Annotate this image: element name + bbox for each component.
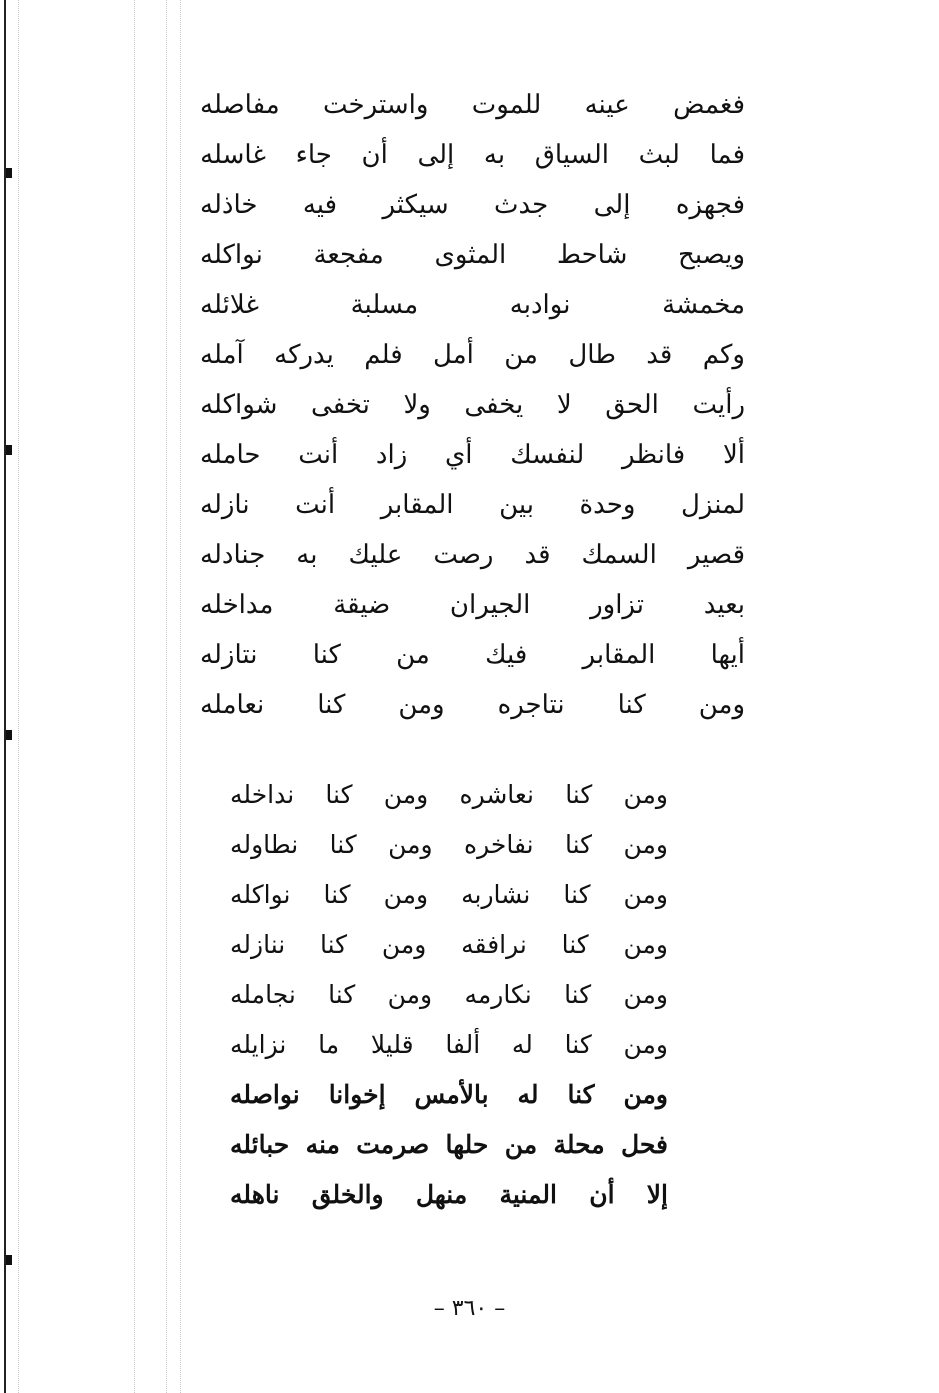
verse-line (200, 530, 745, 580)
verse-word: المنية (499, 1180, 557, 1209)
verse-word: فيه (302, 190, 338, 220)
verse-word: كنا (320, 930, 348, 959)
verse-word: زاد (375, 440, 408, 470)
verse-word: كنا (617, 690, 646, 720)
verse-word: قد (524, 540, 551, 570)
verse-word: إخوانا (328, 1080, 386, 1109)
guide-line (18, 0, 19, 1393)
verse-word: جاء (295, 140, 332, 170)
verse-word: واسترخت (323, 90, 429, 120)
verse-word: بين (499, 490, 534, 520)
verse-word: من (396, 640, 430, 670)
verse-word: عينه (584, 90, 630, 120)
verse-word: ومن (388, 830, 433, 859)
margin-mark (6, 168, 12, 178)
verse-word: إلى (593, 190, 631, 220)
verse-word: نواكله (230, 880, 291, 909)
verse-word: مفاصله (200, 90, 280, 120)
verse-word: والخلق (311, 1180, 384, 1209)
verse-line (230, 970, 668, 1020)
verse-word: نجامله (230, 980, 296, 1009)
verse-word: بعيد (703, 590, 745, 620)
guide-line (134, 0, 135, 1393)
verse-word: فانظر (621, 440, 686, 470)
verse-word: نفاخره (464, 830, 534, 859)
verse-word: كنا (325, 780, 353, 809)
verse-word: فحل (620, 1130, 668, 1159)
verse-word: أنت (295, 490, 336, 520)
verse-line (230, 870, 668, 920)
verse-word: ومن (383, 880, 429, 909)
verse-word: لبث (638, 140, 680, 170)
verse-word: فما (709, 140, 745, 170)
verse-line (200, 480, 745, 530)
verse-word: الجيران (449, 590, 531, 620)
margin-mark (6, 1255, 12, 1265)
verse-word: أنت (298, 440, 339, 470)
verse-word: الحق (605, 390, 659, 420)
verse-word: ومن (623, 880, 668, 909)
verse-word: رصت (433, 540, 494, 570)
verse-word: بالأمس (414, 1080, 489, 1109)
verse-word: آمله (200, 340, 244, 370)
verse-line (200, 630, 745, 680)
verse-word: كنا (564, 980, 592, 1009)
verse-word: وكم (702, 340, 745, 370)
verse-line (200, 180, 745, 230)
verse-word: كنا (317, 690, 346, 720)
verse-word: له (511, 1030, 533, 1059)
verse-line (230, 770, 668, 820)
poem-section-1 (200, 80, 745, 730)
verse-word: مسلبة (350, 290, 419, 320)
verse-word: من (504, 1130, 538, 1159)
verse-word: ألا (722, 440, 745, 470)
verse-word: كنا (565, 830, 593, 859)
verse-word: لمنزل (680, 490, 745, 520)
verse-line (200, 280, 745, 330)
verse-word: فيك (485, 640, 528, 670)
verse-word: لا (556, 390, 572, 420)
verse-word: كنا (564, 1030, 592, 1059)
verse-word: طال (568, 340, 616, 370)
verse-word: ما (318, 1030, 340, 1059)
verse-word: نشاربه (461, 880, 531, 909)
verse-word: ومن (623, 780, 668, 809)
verse-line (230, 1020, 668, 1070)
verse-word: قد (646, 340, 673, 370)
verse-line (200, 430, 745, 480)
verse-word: ومن (623, 1030, 668, 1059)
verse-word: ومن (383, 780, 429, 809)
verse-word: السمك (581, 540, 657, 570)
verse-word: كنا (328, 980, 356, 1009)
verse-word: كنا (567, 1080, 595, 1109)
verse-word: يدركه (274, 340, 334, 370)
verse-line (230, 1120, 668, 1170)
verse-word: كنا (312, 640, 341, 670)
verse-word: ومن (398, 690, 445, 720)
verse-word: عليك (348, 540, 403, 570)
verse-word: غاسله (200, 140, 266, 170)
verse-line (230, 1170, 668, 1220)
verse-line (200, 680, 745, 730)
verse-word: غلائله (200, 290, 259, 320)
verse-word: جنادله (200, 540, 266, 570)
verse-word: قصير (687, 540, 745, 570)
verse-word: رأيت (692, 390, 745, 420)
verse-line (230, 1070, 668, 1120)
verse-word: نواكله (200, 240, 263, 270)
margin-mark (6, 730, 12, 740)
verse-word: أي (444, 440, 473, 470)
verse-word: أمل (433, 340, 474, 370)
verse-word: قليلا (370, 1030, 414, 1059)
verse-word: ومن (623, 980, 668, 1009)
verse-word: منه (305, 1130, 340, 1159)
verse-word: ويصبح (678, 240, 745, 270)
verse-word: تخفى (311, 390, 370, 420)
verse-word: سيكثر (382, 190, 449, 220)
verse-word: للموت (471, 90, 542, 120)
verse-word: خاذله (200, 190, 258, 220)
verse-word: منهل (415, 1180, 468, 1209)
poem-section-2 (230, 770, 668, 1220)
verse-word: ألفا (445, 1030, 481, 1059)
verse-word: نتازله (200, 640, 258, 670)
verse-word: جدث (494, 190, 549, 220)
verse-word: ومن (381, 930, 427, 959)
verse-word: المقابر (582, 640, 656, 670)
verse-word: تزاور (590, 590, 644, 620)
verse-word: ولا (403, 390, 431, 420)
verse-word: أن (589, 1180, 615, 1209)
verse-word: مخمشة (662, 290, 745, 320)
verse-word: المقابر (380, 490, 454, 520)
verse-word: كنا (329, 830, 357, 859)
verse-line (200, 230, 745, 280)
verse-word: نوادبه (509, 290, 571, 320)
verse-word: لنفسك (510, 440, 585, 470)
verse-word: نطاوله (230, 830, 299, 859)
verse-word: حامله (200, 440, 261, 470)
verse-word: شواكله (200, 390, 278, 420)
verse-word: نكارمه (464, 980, 532, 1009)
verse-word: نعاشره (459, 780, 534, 809)
verse-line (200, 330, 745, 380)
verse-word: إلا (646, 1180, 668, 1209)
verse-word: المثوى (434, 240, 507, 270)
verse-line (230, 820, 668, 870)
verse-word: صرمت (356, 1130, 430, 1159)
verse-word: كنا (565, 780, 593, 809)
verse-line (230, 920, 668, 970)
verse-word: ومن (387, 980, 433, 1009)
verse-word: كنا (323, 880, 351, 909)
verse-line (200, 380, 745, 430)
page-edge-line (4, 0, 6, 1393)
verse-word: ومن (623, 930, 668, 959)
verse-word: حلها (445, 1130, 489, 1159)
verse-word: نازله (200, 490, 250, 520)
verse-line (200, 580, 745, 630)
verse-word: من (504, 340, 538, 370)
verse-word: ومن (623, 1080, 668, 1109)
verse-word: نرافقه (461, 930, 527, 959)
verse-word: به (483, 140, 506, 170)
verse-word: ننازله (230, 930, 286, 959)
verse-word: كنا (563, 880, 591, 909)
verse-word: حبائله (230, 1130, 290, 1159)
margin-mark (6, 445, 12, 455)
verse-line (200, 130, 745, 180)
verse-word: فغمض (673, 90, 745, 120)
verse-word: إلى (417, 140, 455, 170)
page-number: – ٣٦٠ – (433, 1296, 506, 1321)
verse-word: مفجعة (313, 240, 384, 270)
guide-line (166, 0, 167, 1393)
verse-word: السياق (534, 140, 610, 170)
verse-word: ناهله (230, 1180, 280, 1209)
verse-word: شاحط (556, 240, 628, 270)
verse-word: نداخله (230, 780, 295, 809)
verse-word: محلة (553, 1130, 605, 1159)
verse-line (200, 80, 745, 130)
verse-word: فجهزه (675, 190, 745, 220)
verse-word: كنا (561, 930, 589, 959)
verse-word: أيها (710, 640, 745, 670)
verse-word: ضيقة (333, 590, 391, 620)
verse-word: له (517, 1080, 539, 1109)
guide-line (180, 0, 181, 1393)
verse-word: به (296, 540, 318, 570)
verse-word: ومن (623, 830, 668, 859)
verse-word: نتاجره (497, 690, 565, 720)
verse-word: ومن (698, 690, 745, 720)
verse-word: نواصله (230, 1080, 300, 1109)
verse-word: نزايله (230, 1030, 287, 1059)
verse-word: فلم (364, 340, 403, 370)
verse-word: وحدة (579, 490, 636, 520)
verse-word: يخفى (464, 390, 524, 420)
verse-word: أن (361, 140, 388, 170)
verse-word: نعامله (200, 690, 265, 720)
verse-word: مداخله (200, 590, 274, 620)
